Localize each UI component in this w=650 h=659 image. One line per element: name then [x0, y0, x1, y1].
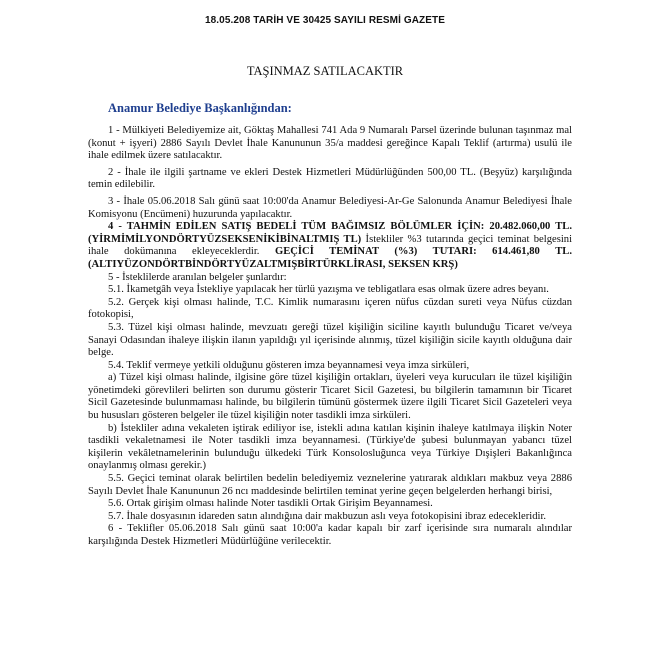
paragraph-3: 3 - İhale 05.06.2018 Salı günü saat 10:00'da Anamur Belediyesi-Ar-Ge Salonunda Anamur Belediyesi İhale Komisyonu (Encümeni) huzurunda yapılacaktır. [88, 195, 572, 220]
institution-heading: Anamur Belediye Başkanlığından: [108, 101, 292, 115]
paragraph-5-2: 5.2. Gerçek kişi olması halinde, T.C. Kimlik numarasını içeren nüfus cüzdan sureti veya Nüfus cüzdan fotokopisi, [88, 296, 572, 321]
paragraph-5-5: 5.5. Geçici teminat olarak belirtilen bedelin belediyemiz veznelerine yatırarak aldıkları makbuz veya 2886 Sayılı Devlet İhale Kanununun 26 ncı maddesinde belirtilen teminat yerine geçen belgelerden herhangi birisi, [88, 473, 572, 497]
paragraph-5-4-a: a) Tüzel kişi olması halinde, ilgisine göre tüzel kişiliğin ortakları, üyeleri veya kurucuları ile tüzel kişiliğin yönetimdeki görevlileri belirten son durumu gösterir Ticaret Sicil Gazetesi, bu bilgilerin tamamının bir Ticaret Sicil Gazetesinde bulunmaması halinde, bu bilgilerin tümünü göstermek üzere ilgili Ticaret Sicil Gazeteleri veya bu hususları gösteren belgeler ile tüzel kişiliğin noter tasdikli imza sirküleri. [88, 372, 572, 422]
guarantee-amount: GEÇİCİ TEMİNAT (%3) TUTARI: 614.461,80 TL. (ALTIYÜZONDÖRTBİNDÖRTYÜZALTMIŞBİRTÜRKLİRASI, SEKSEN KRŞ) [88, 246, 572, 270]
paragraph-1: 1 - Mülkiyeti Belediyemize ait, Göktaş Mahallesi 741 Ada 9 Numaralı Parsel üzerinde bulunan taşınmaz mal (konut + işyeri) 2886 Sayılı Devlet İhale Kanununun 35/a maddesi gereğince Kapalı Teklif (artırma) usulü ile ihale edilmek üzere satılacaktır. [88, 125, 572, 162]
paragraph-2: 2 - İhale ile ilgili şartname ve ekleri Destek Hizmetleri Müdürlüğünden 500,00 TL. (Beşyüz) karşılığında temin edilebilir. [88, 166, 572, 191]
paragraph-5-1: 5.1. İkametgâh veya İstekliye yapılacak her türlü yazışma ve tebligatlara esas olmak üzere adres beyanı. [108, 284, 549, 296]
document-body [88, 125, 572, 549]
paragraph-6: 6 - Teklifler 05.06.2018 Salı günü saat 10:00'a kadar kapalı bir zarf içerisinde sıra numaralı alındılar karşılığında Destek Hizmetleri Müdürlüğüne verilecektir. [88, 523, 572, 547]
page-title: TAŞINMAZ SATILACAKTIR [246, 64, 404, 78]
paragraph-5-6: 5.6. Ortak girişim olması halinde Noter tasdikli Ortak Girişim Beyannamesi. [108, 498, 433, 510]
guarantee-note: İstekliler %3 tutarında geçici teminat belgesini ihale dokümanına ekleyeceklerdir. [88, 233, 573, 258]
paragraph-5-7: 5.7. İhale dosyasının idareden satın alındığına dair makbuzun aslı veya fotokopisini ibraz edecekleridir. [108, 510, 547, 522]
gazette-header: 18.05.208 TARİH VE 30425 SAYILI RESMİ GAZETE [204, 15, 446, 26]
paragraph-5-3: 5.3. Tüzel kişi olması halinde, mevzuatı gereği tüzel kişiliğin siciline kayıtlı bulunduğu Ticaret ve/veya Sanayi Odasından ihaleye ilişkin ilanın yapıldığı yıl içerisinde alınmış, tüzel kişiliğin sicile kayıtlı olduğuna dair belge. [88, 321, 572, 359]
paragraph-5-4: 5.4. Teklif vermeye yetkili olduğunu gösteren imza beyannamesi veya imza sirküleri, [108, 359, 470, 371]
paragraph-4 [88, 221, 572, 271]
estimated-price: 4 - TAHMİN EDİLEN SATIŞ BEDELİ TÜM BAĞIMSIZ BÖLÜMLER İÇİN: 20.482.060,00 TL. (YİRMİMİLYONDÖRTYÜZSEKSENİKİBİNALTMIŞ TL) [88, 221, 572, 245]
paragraph-5-4-b: b) İstekliler adına vekaleten iştirak ediliyor ise, istekli adına katılan kişinin ihaleye katılmaya ilişkin Noter tasdikli vekaletnamesi ile Noter tasdikli imza beyannamesi. (Türkiye'de şubesi bulunmayan yabancı tüzel kişilerin vekâletnamelerinin bulunduğu ülkedeki Türk Konsolosluğunca veya Türkiye Dışişleri Bakanlığınca onaylanmış olması gerekir.) [88, 422, 572, 472]
paragraph-5: 5 - İsteklilerde aranılan belgeler şunlardır: [108, 271, 287, 283]
